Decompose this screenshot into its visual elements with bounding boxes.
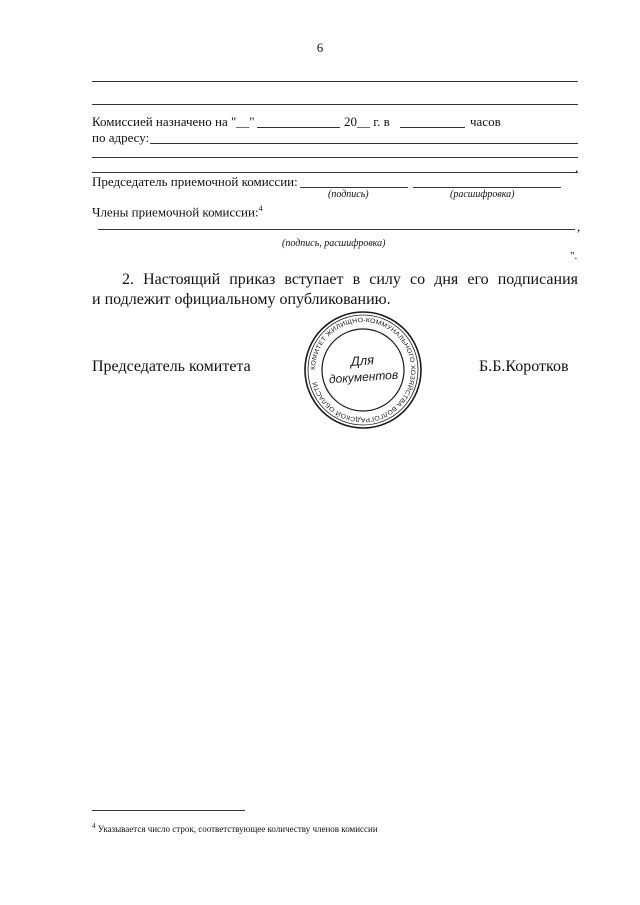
stamp-center-line-2: документов: [328, 367, 399, 387]
address-extra-line-2: [92, 172, 578, 173]
signatory-position: Председатель комитета: [92, 358, 251, 375]
date-blank-month: [257, 127, 340, 128]
blank-line-2: [92, 104, 578, 105]
address-blank-line: [150, 143, 578, 144]
signature-caption: (подпись): [328, 189, 369, 200]
footnote-number: 4: [92, 822, 96, 830]
page-number: 6: [316, 40, 324, 55]
official-stamp: [303, 310, 423, 430]
paragraph-2-line-2: и подлежит официальному опубликованию.: [92, 291, 391, 308]
address-label: по адресу:: [92, 130, 150, 145]
address-period: .: [575, 160, 579, 175]
blank-line-1: [92, 81, 578, 82]
members-comma: ,: [577, 219, 581, 234]
stamp-center-line-1: Для: [350, 352, 375, 369]
members-label: [92, 201, 263, 219]
footnote-separator: [92, 810, 245, 811]
chairman-label: Председатель приемочной комиссии:: [92, 174, 298, 189]
chairman-decoding-line: [413, 187, 561, 188]
paragraph-2-line-1: 2. Настоящий приказ вступает в силу со дня его подписания: [122, 271, 578, 288]
commission-hours-label: часов: [470, 114, 501, 129]
stamp-ring-textpath: КОМИТЕТ ЖИЛИЩНО-КОММУНАЛЬНОГО ХОЗЯЙСТВА ВОЛГОГРАДСКОЙ ОБЛАСТИ: [309, 316, 417, 424]
members-line: [98, 229, 575, 230]
signatory-name: Б.Б.Коротков: [479, 358, 569, 375]
footnote-ref: 4: [258, 204, 263, 213]
footnote: [92, 822, 378, 834]
signature-decoding-caption: (подпись, расшифровка): [282, 238, 386, 249]
paragraph-2: [92, 270, 578, 310]
address-extra-line-1: [92, 157, 578, 158]
date-blank-hours: [400, 127, 465, 128]
chairman-signature-line: [300, 187, 408, 188]
closing-quote: ".: [570, 250, 578, 262]
commission-year-label: 20__ г. в: [344, 114, 390, 129]
members-label-text: Члены приемочной комиссии:: [92, 204, 259, 220]
commission-date-prefix: Комиссией назначено на "__": [92, 114, 255, 129]
decoding-caption: (расшифровка): [450, 189, 515, 200]
footnote-text: Указывается число строк, соответствующее количеству членов комиссии: [97, 824, 378, 834]
